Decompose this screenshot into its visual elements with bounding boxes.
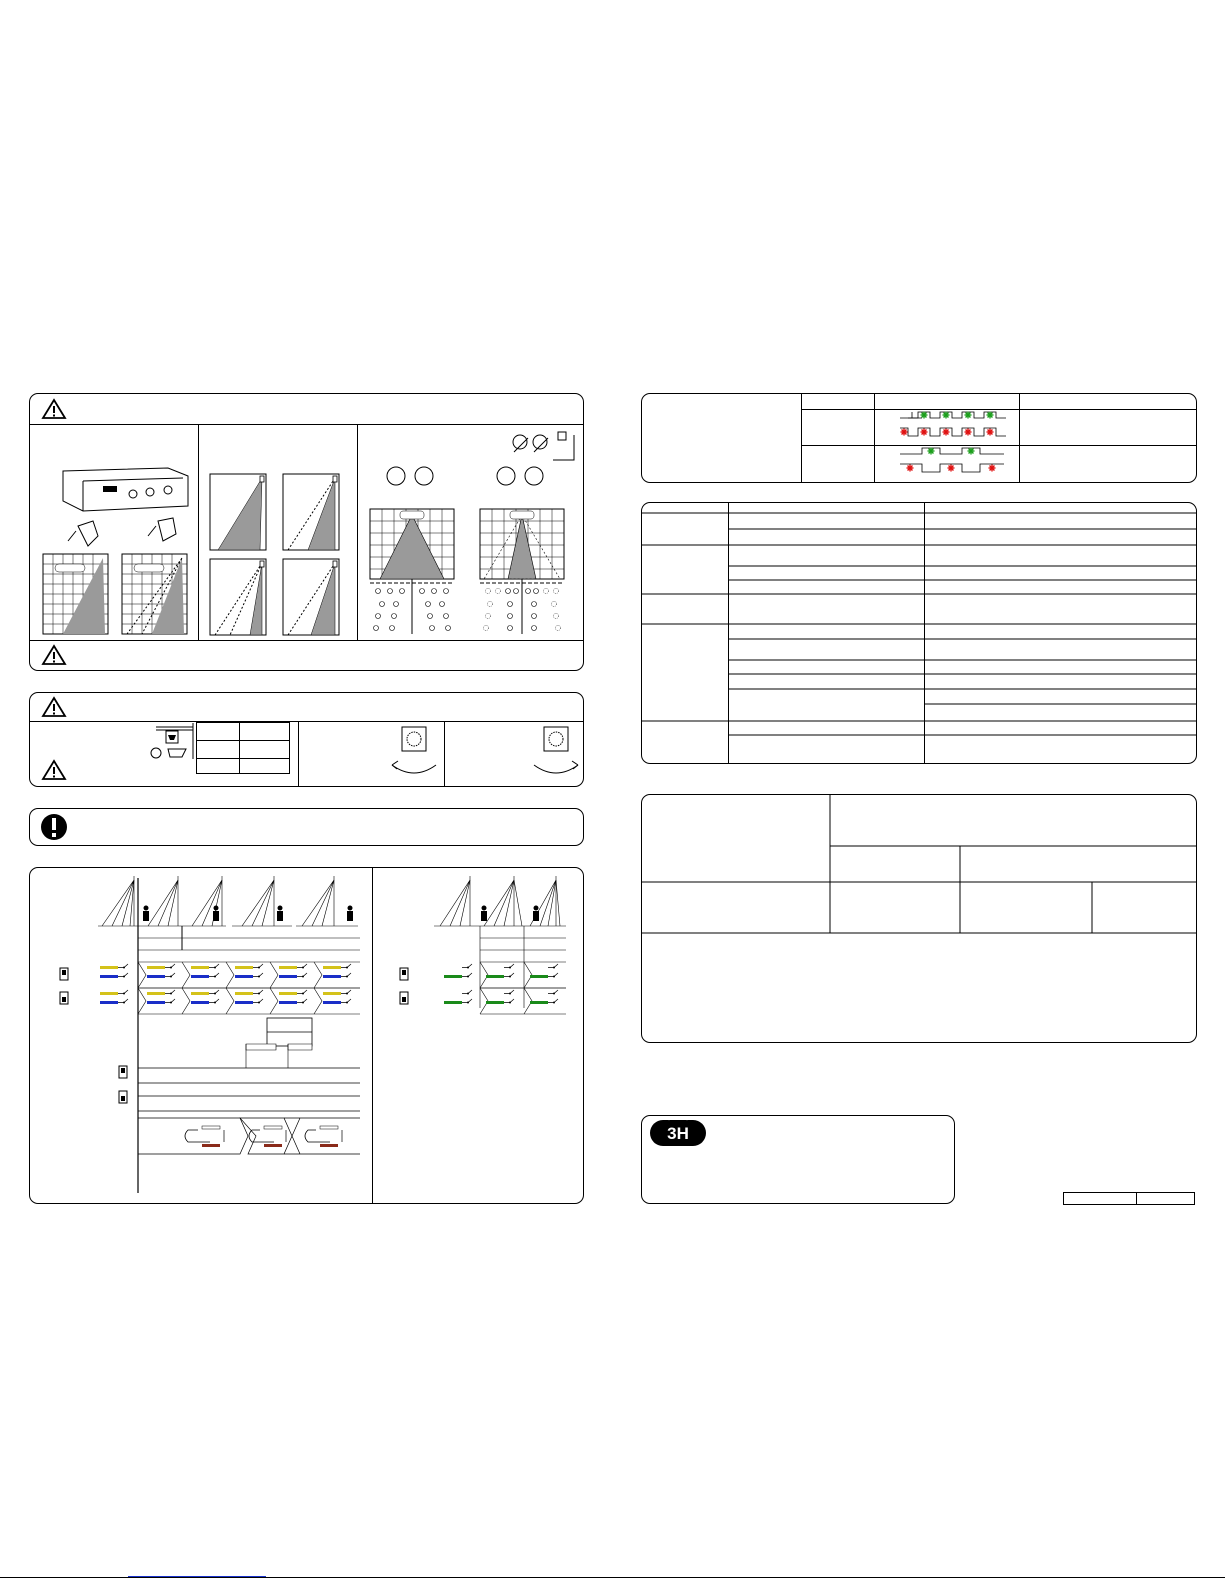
led-flash-icon — [965, 412, 972, 419]
exclamation-circle-icon — [40, 812, 68, 842]
relay-contact-icon — [530, 964, 558, 978]
adjustment-dial-icon — [532, 727, 582, 777]
relay-contact-icon — [279, 990, 307, 1004]
rocker-switch-icon — [400, 968, 408, 980]
relay-contact-icon — [530, 990, 558, 1004]
detection-fan-4 — [283, 559, 339, 635]
led-flash-icon — [968, 448, 975, 455]
led-flash-icon — [907, 465, 914, 472]
relay-contact-icon — [100, 990, 128, 1004]
spec-table-lines — [642, 503, 1196, 763]
mandatory-notice-panel — [29, 808, 584, 846]
relay-contact-icon — [444, 990, 472, 1004]
relay-contact-icon — [235, 964, 263, 978]
product-info-panel — [641, 794, 1197, 1043]
warning-triangle-icon — [42, 760, 66, 780]
star-icon — [666, 1116, 690, 1122]
relay-contact-icon — [444, 964, 472, 978]
rocker-switch-icon — [400, 992, 408, 1004]
lens-grid-wide — [370, 509, 454, 634]
adjustment-dial-icon — [508, 430, 578, 468]
relay-contact-icon — [147, 964, 175, 978]
led-flash-icon — [965, 429, 972, 436]
relay-contact-icon — [279, 964, 307, 978]
relay-contact-icon — [147, 990, 175, 1004]
adjustment-dial-icon — [382, 464, 442, 490]
3h-badge: 3H — [650, 1120, 706, 1146]
led-flash-icon — [901, 429, 908, 436]
sensitivity-table — [196, 722, 290, 774]
led-flash-icon — [943, 429, 950, 436]
led-flash-icon — [989, 465, 996, 472]
led-flash-icon — [921, 429, 928, 436]
warning-triangle-icon — [42, 697, 66, 717]
adjustment-dial-icon — [492, 464, 552, 490]
warning-triangle-icon — [42, 645, 66, 665]
relay-contact-icon — [202, 1126, 224, 1147]
mounting-illustration — [138, 723, 198, 759]
rocker-switch-icon — [60, 992, 68, 1004]
rocker-switch-icon — [60, 968, 68, 980]
footer-rule — [0, 1577, 1225, 1578]
timing-diagram-right — [372, 868, 582, 1203]
specification-panel — [641, 502, 1197, 764]
relay-contact-icon — [100, 964, 128, 978]
led-flash-icon — [928, 448, 935, 455]
led-blink-slow-waveform — [900, 448, 1010, 478]
relay-contact-icon — [320, 1126, 342, 1147]
rocker-switch-icon — [119, 1091, 127, 1103]
timing-diagram — [30, 868, 372, 1203]
sensitivity-panel — [29, 692, 584, 787]
lens-grid-narrow — [480, 509, 564, 634]
led-flash-icon — [987, 429, 994, 436]
relay-contact-icon — [191, 990, 219, 1004]
warning-triangle-icon — [42, 399, 66, 419]
led-indication-panel — [641, 393, 1197, 483]
rocker-switch-icon — [119, 1066, 127, 1078]
led-flash-icon — [948, 465, 955, 472]
footer-link[interactable] — [128, 1576, 266, 1577]
relay-contact-icon — [323, 964, 351, 978]
led-flash-icon — [921, 412, 928, 419]
detection-fan-2 — [283, 474, 339, 550]
operation-timing-panel — [29, 867, 584, 1204]
detection-grid-left-b — [122, 554, 187, 634]
document-code-box — [1063, 1192, 1195, 1205]
led-blink-fast-waveform — [900, 412, 1010, 442]
detection-fan-1 — [210, 474, 266, 550]
relay-contact-icon — [191, 964, 219, 978]
caution-detection-panel — [29, 393, 584, 671]
relay-contact-icon — [264, 1126, 286, 1147]
relay-contact-icon — [323, 990, 351, 1004]
detection-grid-left-a — [43, 554, 108, 634]
adjustment-dial-icon — [390, 727, 440, 777]
led-flash-icon — [987, 412, 994, 419]
led-flash-icon — [943, 412, 950, 419]
detection-fan-3 — [210, 559, 266, 635]
relay-contact-icon — [486, 964, 514, 978]
relay-contact-icon — [486, 990, 514, 1004]
product-info-lines — [642, 795, 1196, 1042]
relay-contact-icon — [235, 990, 263, 1004]
